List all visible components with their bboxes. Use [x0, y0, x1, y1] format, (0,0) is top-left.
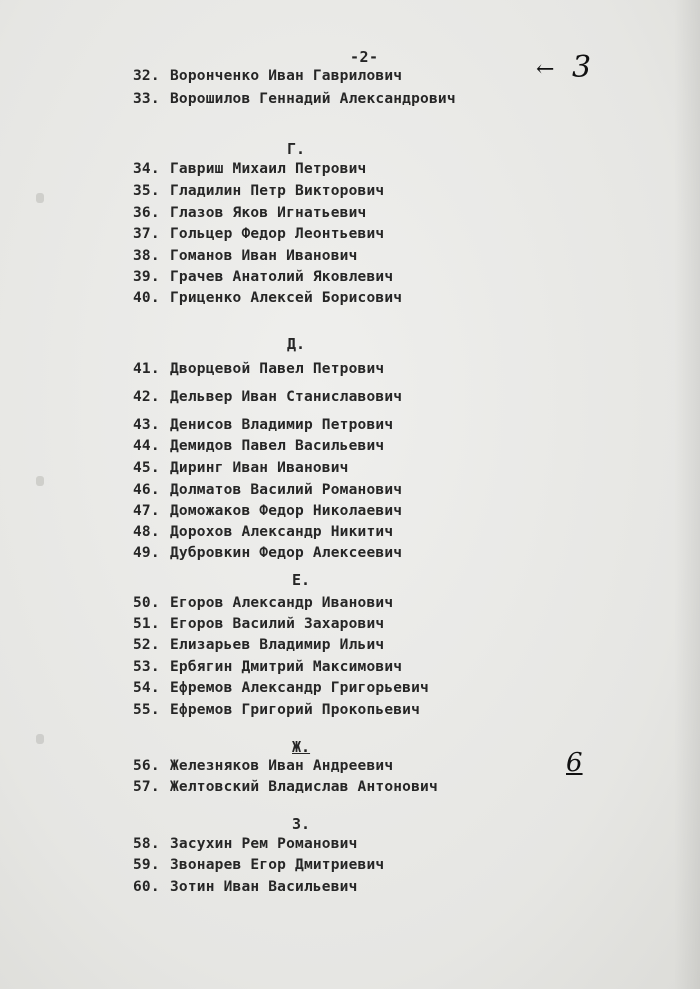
- entry-number: 49.: [133, 545, 160, 561]
- entry-number: 56.: [133, 758, 160, 774]
- entry-name: Дельвер Иван Станиславович: [170, 389, 403, 405]
- entry-name: Глазов Яков Игнатьевич: [170, 205, 367, 221]
- list-item: [133, 417, 393, 433]
- list-item: [133, 290, 402, 306]
- section-heading: Ж.: [292, 738, 311, 756]
- entry-name: Железняков Иван Андреевич: [170, 758, 394, 774]
- list-item: [133, 361, 384, 377]
- handwritten-number-6: 6: [566, 748, 583, 778]
- list-item: [133, 680, 429, 696]
- entry-number: 45.: [133, 460, 160, 476]
- entry-name: Дорохов Александр Никитич: [170, 524, 394, 540]
- entry-number: 38.: [133, 248, 160, 264]
- list-item: [133, 836, 358, 852]
- entry-number: 59.: [133, 857, 160, 873]
- entry-number: 39.: [133, 269, 160, 285]
- entry-number: 58.: [133, 836, 160, 852]
- entry-name: Дворцевой Павел Петрович: [170, 361, 385, 377]
- entry-name: Ефремов Александр Григорьевич: [170, 680, 429, 696]
- list-item: [133, 595, 393, 611]
- entry-name: Зотин Иван Васильевич: [170, 879, 358, 895]
- page-number: -2-: [350, 48, 379, 66]
- handwritten-arrow-icon: ←: [536, 57, 555, 82]
- binding-hole-mark: [36, 476, 44, 486]
- entry-name: Дубровкин Федор Алексеевич: [170, 545, 403, 561]
- binding-hole-mark: [36, 193, 44, 203]
- list-item: [133, 616, 384, 632]
- list-item: [133, 545, 402, 561]
- entry-name: Гриценко Алексей Борисович: [170, 290, 403, 306]
- entry-name: Елизарьев Владимир Ильич: [170, 637, 385, 653]
- entry-name: Ербягин Дмитрий Максимович: [170, 659, 403, 675]
- entry-name: Диринг Иван Иванович: [170, 460, 349, 476]
- section-heading: Г.: [287, 140, 306, 158]
- entry-name: Егоров Александр Иванович: [170, 595, 394, 611]
- entry-name: Денисов Владимир Петрович: [170, 417, 394, 433]
- entry-number: 34.: [133, 161, 160, 177]
- entry-name: Желтовский Владислав Антонович: [170, 779, 438, 795]
- entry-number: 40.: [133, 290, 160, 306]
- list-item: [133, 460, 349, 476]
- list-item: [133, 702, 420, 718]
- list-item: [133, 857, 384, 873]
- entry-name: Ворошилов Геннадий Александрович: [170, 91, 456, 107]
- entry-number: 53.: [133, 659, 160, 675]
- list-item: [133, 438, 384, 454]
- entry-name: Долматов Василий Романович: [170, 482, 403, 498]
- entry-name: Доможаков Федор Николаевич: [170, 503, 403, 519]
- entry-name: Ефремов Григорий Прокопьевич: [170, 702, 421, 718]
- entry-name: Грачев Анатолий Яковлевич: [170, 269, 394, 285]
- entry-number: 60.: [133, 879, 160, 895]
- entry-number: 54.: [133, 680, 160, 696]
- list-item: [133, 779, 438, 795]
- list-item: [133, 503, 402, 519]
- entry-number: 48.: [133, 524, 160, 540]
- entry-number: 36.: [133, 205, 160, 221]
- entry-number: 44.: [133, 438, 160, 454]
- entry-number: 47.: [133, 503, 160, 519]
- entry-number: 51.: [133, 616, 160, 632]
- section-heading: З.: [292, 815, 311, 833]
- entry-number: 43.: [133, 417, 160, 433]
- list-item: [133, 758, 393, 774]
- entry-number: 55.: [133, 702, 160, 718]
- entry-number: 32.: [133, 68, 160, 84]
- paper-edge-shadow: [674, 0, 700, 989]
- entry-number: 57.: [133, 779, 160, 795]
- entry-name: Гладилин Петр Викторович: [170, 183, 385, 199]
- entry-number: 41.: [133, 361, 160, 377]
- list-item: [133, 659, 402, 675]
- entry-name: Звонарев Егор Дмитриевич: [170, 857, 385, 873]
- entry-number: 50.: [133, 595, 160, 611]
- list-item: [133, 183, 384, 199]
- entry-number: 42.: [133, 389, 160, 405]
- handwritten-number-3: 3: [572, 50, 592, 85]
- list-item: [133, 226, 384, 242]
- list-item: [133, 205, 366, 221]
- list-item: [133, 879, 358, 895]
- entry-name: Гольцер Федор Леонтьевич: [170, 226, 385, 242]
- list-item: [133, 389, 402, 405]
- entry-name: Гоманов Иван Иванович: [170, 248, 358, 264]
- entry-number: 52.: [133, 637, 160, 653]
- entry-name: Воронченко Иван Гаврилович: [170, 68, 403, 84]
- list-item: [133, 637, 384, 653]
- entry-number: 35.: [133, 183, 160, 199]
- entry-name: Гавриш Михаил Петрович: [170, 161, 367, 177]
- list-item: [133, 68, 402, 84]
- list-item: [133, 248, 358, 264]
- entry-name: Демидов Павел Васильевич: [170, 438, 385, 454]
- binding-hole-mark: [36, 734, 44, 744]
- section-heading: Е.: [292, 571, 311, 589]
- list-item: [133, 269, 393, 285]
- entry-number: 33.: [133, 91, 160, 107]
- list-item: [133, 524, 393, 540]
- entry-number: 46.: [133, 482, 160, 498]
- entry-name: Засухин Рем Романович: [170, 836, 358, 852]
- entry-number: 37.: [133, 226, 160, 242]
- list-item: [133, 482, 402, 498]
- entry-name: Егоров Василий Захарович: [170, 616, 385, 632]
- list-item: [133, 91, 456, 107]
- section-heading: Д.: [287, 335, 306, 353]
- list-item: [133, 161, 366, 177]
